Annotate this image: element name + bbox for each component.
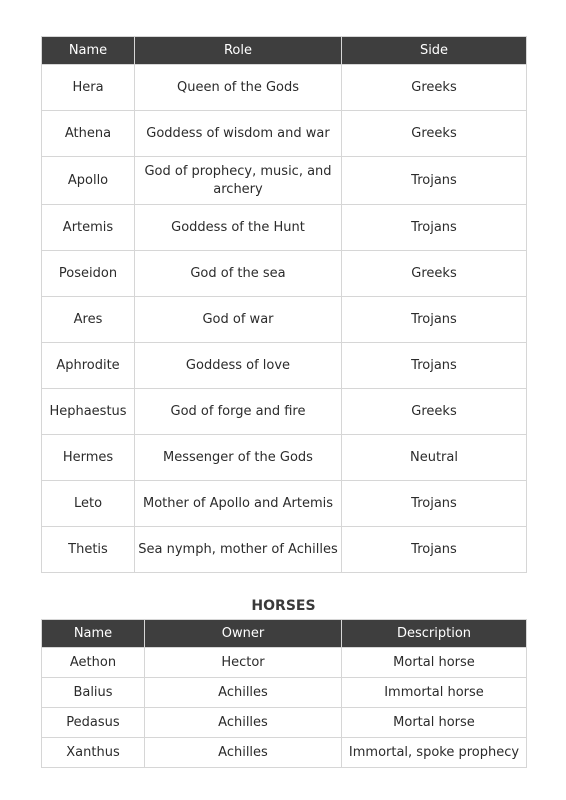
cell-role: God of war <box>135 297 342 343</box>
table-row <box>42 738 527 768</box>
cell-role: Mother of Apollo and Artemis <box>135 481 342 527</box>
cell-role: God of the sea <box>135 251 342 297</box>
cell-side: Greeks <box>342 111 527 157</box>
cell-side: Greeks <box>342 65 527 111</box>
table-row <box>42 111 527 157</box>
column-header-description: Description <box>342 620 527 648</box>
cell-side: Trojans <box>342 297 527 343</box>
column-header-name: Name <box>42 37 135 65</box>
cell-side: Trojans <box>342 481 527 527</box>
cell-side: Neutral <box>342 435 527 481</box>
cell-side: Trojans <box>342 157 527 205</box>
cell-name: Xanthus <box>42 738 145 768</box>
cell-owner: Hector <box>145 648 342 678</box>
cell-name: Balius <box>42 678 145 708</box>
cell-role: Sea nymph, mother of Achilles <box>135 527 342 573</box>
column-header-role: Role <box>135 37 342 65</box>
cell-name: Pedasus <box>42 708 145 738</box>
cell-owner: Achilles <box>145 708 342 738</box>
table-row <box>42 389 527 435</box>
cell-name: Aphrodite <box>42 343 135 389</box>
cell-description: Mortal horse <box>342 648 527 678</box>
cell-name: Hera <box>42 65 135 111</box>
cell-side: Greeks <box>342 251 527 297</box>
table-row <box>42 708 527 738</box>
table-row <box>42 678 527 708</box>
cell-side: Trojans <box>342 205 527 251</box>
cell-role: Goddess of love <box>135 343 342 389</box>
table-row <box>42 435 527 481</box>
cell-name: Thetis <box>42 527 135 573</box>
cell-description: Immortal, spoke prophecy <box>342 738 527 768</box>
table-row <box>42 65 527 111</box>
cell-role: God of prophecy, music, and archery <box>135 157 342 205</box>
section-title-horses: HORSES <box>251 598 316 614</box>
cell-description: Mortal horse <box>342 708 527 738</box>
cell-owner: Achilles <box>145 738 342 768</box>
cell-name: Ares <box>42 297 135 343</box>
table-header-row <box>42 37 527 65</box>
cell-name: Apollo <box>42 157 135 205</box>
cell-role: Goddess of wisdom and war <box>135 111 342 157</box>
cell-name: Athena <box>42 111 135 157</box>
column-header-name: Name <box>42 620 145 648</box>
table-row <box>42 481 527 527</box>
cell-name: Poseidon <box>42 251 135 297</box>
cell-name: Leto <box>42 481 135 527</box>
table-row <box>42 205 527 251</box>
cell-owner: Achilles <box>145 678 342 708</box>
table-row <box>42 343 527 389</box>
cell-side: Trojans <box>342 343 527 389</box>
cell-name: Hermes <box>42 435 135 481</box>
column-header-side: Side <box>342 37 527 65</box>
cell-role: God of forge and fire <box>135 389 342 435</box>
cell-name: Aethon <box>42 648 145 678</box>
horses-table <box>41 619 527 768</box>
table-row <box>42 251 527 297</box>
table-row <box>42 297 527 343</box>
table-row <box>42 157 527 205</box>
cell-description: Immortal horse <box>342 678 527 708</box>
cell-name: Hephaestus <box>42 389 135 435</box>
cell-role: Queen of the Gods <box>135 65 342 111</box>
table-header-row <box>42 620 527 648</box>
cell-role: Goddess of the Hunt <box>135 205 342 251</box>
cell-role: Messenger of the Gods <box>135 435 342 481</box>
table-row <box>42 648 527 678</box>
cell-name: Artemis <box>42 205 135 251</box>
column-header-owner: Owner <box>145 620 342 648</box>
cell-side: Trojans <box>342 527 527 573</box>
cell-side: Greeks <box>342 389 527 435</box>
gods-table <box>41 36 527 573</box>
table-row <box>42 527 527 573</box>
